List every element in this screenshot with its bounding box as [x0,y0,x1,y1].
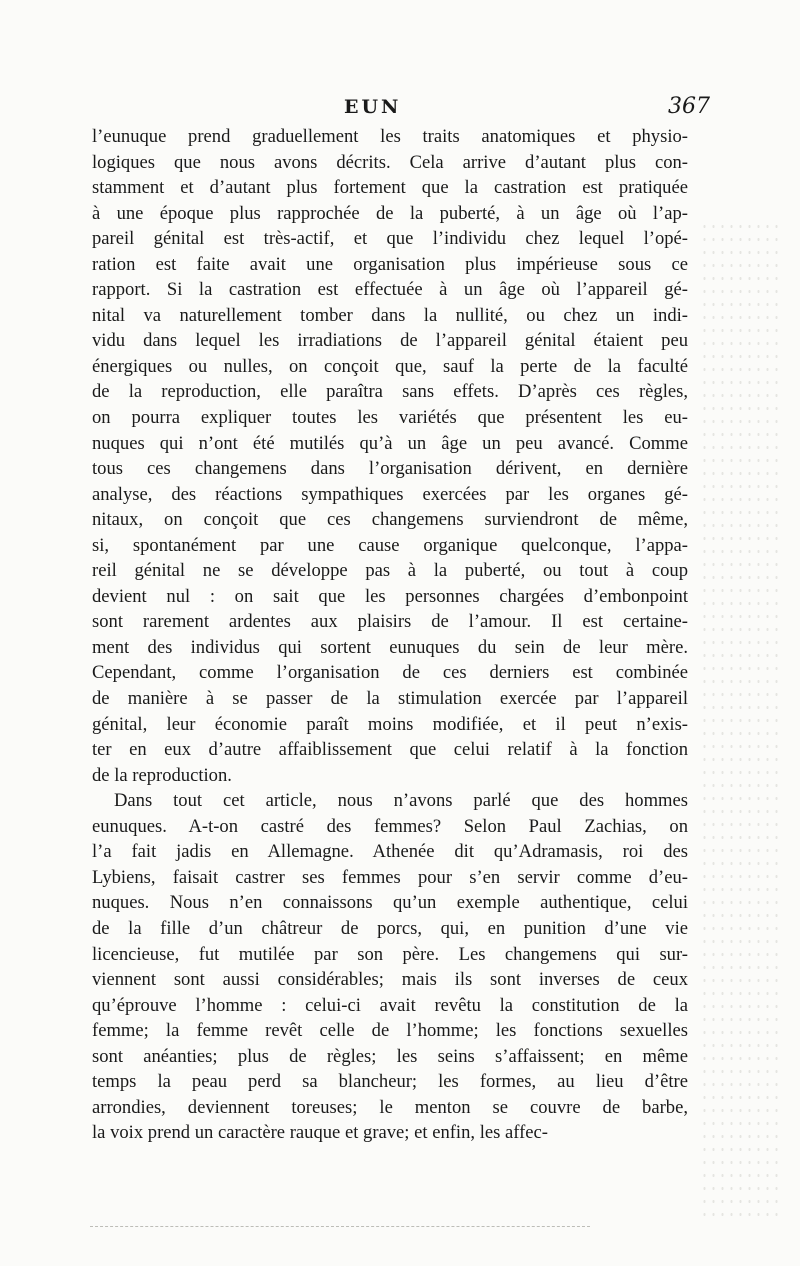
text-line: l’a fait jadis en Allemagne. Athenée dit qu’Adramasis, roi des [92,841,688,863]
text-line: la voix prend un caractère rauque et grave; et enfin, les affec- [92,1122,548,1144]
text-line: on pourra expliquer toutes les variétés que présentent les eu- [92,407,688,429]
text-line: Cependant, comme l’organisation de ces derniers est combinée [92,662,688,684]
text-line: nuques qui n’ont été mutilés qu’à un âge un peu avancé. Comme [92,432,688,454]
text-line: pareil génital est très-actif, et que l’individu chez lequel l’opé- [92,228,688,250]
text-line: de manière à se passer de la stimulation exercée par l’appareil [92,688,688,710]
text-line: eunuques. A-t-on castré des femmes? Selon Paul Zachias, on [92,815,688,837]
scan-artifact-line [90,1226,590,1227]
text-line: devient nul : on sait que les personnes chargées d’embonpoint [92,585,688,607]
text-line: génital, leur économie paraît moins modifiée, et il peut n’exis- [92,713,688,735]
text-line: qu’éprouve l’homme : celui-ci avait revêtu la constitution de la [92,994,688,1016]
text-line: Lybiens, faisait castrer ses femmes pour s’en servir comme d’eu- [92,866,688,888]
text-line: temps la peau perd sa blancheur; les formes, au lieu d’être [92,1071,688,1093]
running-head: EUN [344,96,402,118]
text-line: viennent sont aussi considérables; mais ils sont inverses de ceux [92,969,688,991]
text-line: sont rarement ardentes aux plaisirs de l’amour. Il est certaine- [92,611,688,633]
text-line: tous ces changemens dans l’organisation dérivent, en dernière [92,458,688,480]
text-line: rapport. Si la castration est effectuée à un âge où l’appareil gé- [92,279,688,301]
text-line: ment des individus qui sortent eunuques du sein de leur mère. [92,636,688,658]
text-line: ration est faite avait une organisation plus impérieuse sous ce [92,253,688,275]
text-line: sont anéanties; plus de règles; les seins s’affaissent; en même [92,1045,688,1067]
text-line: analyse, des réactions sympathiques exercées par les organes gé- [92,483,688,505]
page-number: 367 [668,94,710,119]
text-line: reil génital ne se développe pas à la puberté, ou tout à coup [92,560,688,582]
page-header [0,96,800,126]
text-line: de la reproduction. [92,764,232,786]
text-line: de la fille d’un châtreur de porcs, qui, en punition d’une vie [92,917,688,939]
text-line: nitaux, on conçoit que ces changemens surviendront de même, [92,509,688,531]
text-line: l’eunuque prend graduellement les traits anatomiques et physio- [92,126,688,147]
scan-noise [700,220,778,1220]
text-line: ter en eux d’autre affaiblissement que celui relatif à la fonction [92,739,688,761]
text-line: femme; la femme revêt celle de l’homme; les fonctions sexuelles [92,1020,688,1042]
text-line: à une époque plus rapprochée de la puberté, à un âge où l’ap- [92,202,688,224]
text-line: arrondies, deviennent toreuses; le menton se couvre de barbe, [92,1096,688,1118]
text-line: Dans tout cet article, nous n’avons parlé que des hommes [114,790,688,812]
text-line: stamment et d’autant plus fortement que la castration est pratiquée [92,177,688,199]
text-line: licencieuse, fut mutilée par son père. Les changemens qui sur- [92,943,688,965]
text-line: nital va naturellement tomber dans la nullité, ou chez un indi- [92,304,688,326]
text-line: de la reproduction, elle paraîtra sans effets. D’après ces règles, [92,381,688,403]
body-text [92,124,688,1146]
text-line: logiques que nous avons décrits. Cela arrive d’autant plus con- [92,151,688,173]
text-line: si, spontanément par une cause organique quelconque, l’appa- [92,534,688,556]
text-line: nuques. Nous n’en connaissons qu’un exemple authentique, celui [92,892,688,914]
text-line: énergiques ou nulles, on conçoit que, sauf la perte de la faculté [92,355,688,377]
text-line: vidu dans lequel les irradiations de l’appareil génital étaient peu [92,330,688,352]
